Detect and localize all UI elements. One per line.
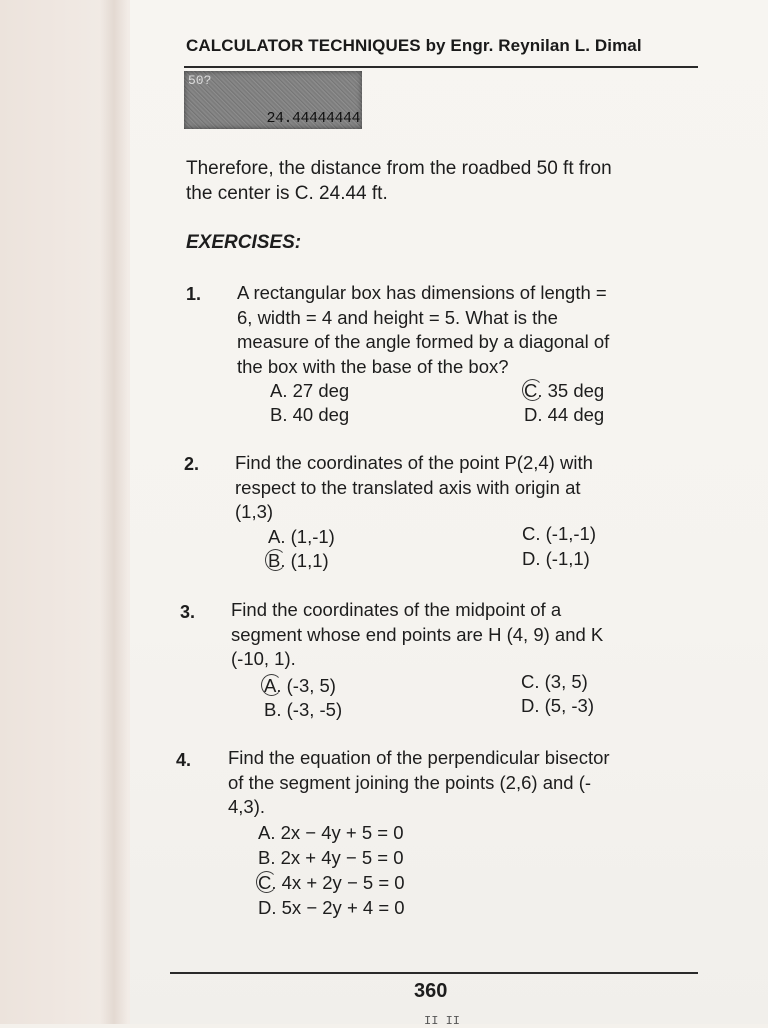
question-3-line: Find the coordinates of the midpoint of a	[231, 599, 562, 620]
answer-circle-mark	[265, 549, 286, 571]
exercises-heading: EXERCISES:	[186, 232, 302, 253]
book-spine-shadow	[100, 0, 128, 1024]
question-1-choice-c: C. 35 deg	[524, 380, 605, 401]
calculator-screenshot	[184, 71, 362, 129]
question-3-line: (-10, 1).	[231, 648, 296, 669]
question-2-choice-c: C. (-1,-1)	[522, 523, 596, 544]
question-2-text	[235, 451, 697, 525]
conclusion-line-1: Therefore, the distance from the roadbed 50 ft fron	[186, 158, 612, 179]
question-3-choice-a: A. (-3, 5)	[264, 675, 336, 696]
question-4-line: of the segment joining the points (2,6) and (-	[228, 771, 592, 793]
question-4-choice-b: B. 2x + 4y − 5 = 0	[258, 847, 404, 868]
question-1-line: 6, width = 4 and height = 5. What is the	[237, 306, 558, 328]
question-2-choice-d: D. (-1,1)	[522, 548, 590, 569]
question-3-text	[231, 598, 693, 672]
question-1-number: 1.	[186, 284, 202, 304]
question-1-line: the box with the base of the box?	[237, 355, 509, 377]
question-1-choice-a: A. 27 deg	[270, 380, 350, 401]
calculator-result: 24.44444444	[266, 110, 360, 127]
conclusion-paragraph	[186, 156, 706, 206]
answer-circle-mark	[522, 379, 543, 401]
question-4-line: Find the equation of the perpendicular bisector	[228, 747, 610, 768]
question-2-choice-a: A. (1,-1)	[268, 526, 335, 547]
question-3-choice-d: D. (5, -3)	[521, 695, 594, 716]
question-2-line: Find the coordinates of the point P(2,4) with	[235, 452, 593, 473]
question-3-choice-b: B. (-3, -5)	[264, 699, 343, 720]
question-1-choice-d: D. 44 deg	[524, 404, 605, 425]
question-4-text	[228, 746, 690, 820]
question-1-line: measure of the angle formed by a diagonal of	[237, 331, 610, 352]
header-rule	[184, 66, 698, 68]
running-header: CALCULATOR TECHNIQUES by Engr. Reynilan L. Dimal	[186, 36, 642, 55]
footer-rule	[170, 972, 698, 974]
next-page-stub: II II	[424, 1014, 461, 1028]
question-2-choice-b: B. (1,1)	[268, 550, 329, 571]
question-4-choice-a: A. 2x − 4y + 5 = 0	[258, 822, 404, 843]
conclusion-line-2: the center is C. 24.44 ft.	[186, 183, 388, 204]
question-3-line: segment whose end points are H (4, 9) and K	[231, 623, 604, 645]
question-2-line: (1,3)	[235, 501, 274, 522]
question-4-number: 4.	[176, 750, 192, 770]
question-2-line: respect to the translated axis with origin at	[235, 476, 581, 498]
question-1-choice-b: B. 40 deg	[270, 404, 350, 425]
question-2-number: 2.	[184, 454, 200, 474]
question-4-choice-d: D. 5x − 2y + 4 = 0	[258, 897, 405, 918]
question-1-line: A rectangular box has dimensions of length =	[237, 282, 607, 303]
question-4-choice-c: C. 4x + 2y − 5 = 0	[258, 872, 405, 893]
page-number: 360	[414, 980, 448, 1002]
question-3-choice-c: C. (3, 5)	[521, 671, 588, 692]
answer-circle-mark	[261, 674, 282, 696]
answer-circle-mark	[256, 871, 277, 893]
question-1-text	[237, 281, 699, 379]
calculator-expression: 50?	[188, 73, 212, 88]
question-4-line: 4,3).	[228, 796, 266, 817]
question-3-number: 3.	[180, 602, 196, 622]
